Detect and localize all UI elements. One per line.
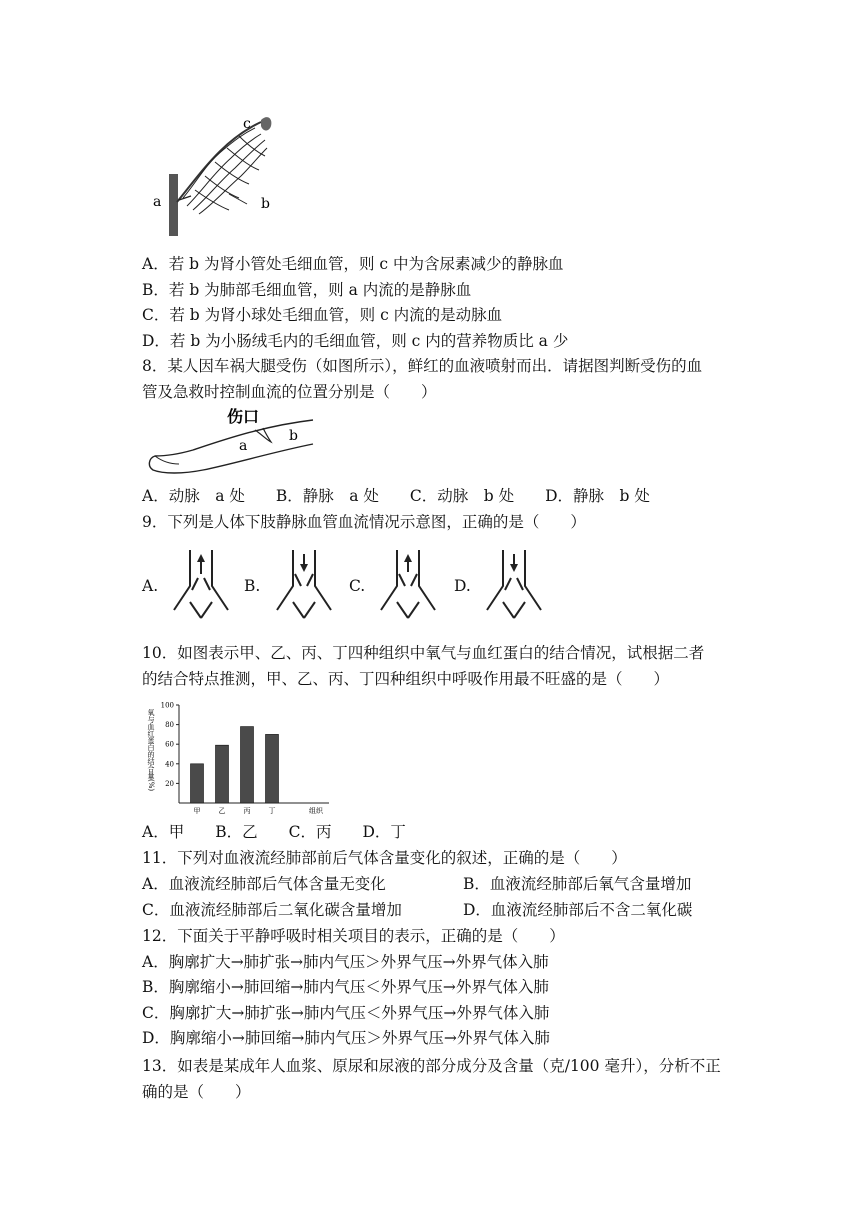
vein-diagram-d — [483, 548, 545, 620]
q11-option-b: B．血液流经肺部后氧气含量增加 — [463, 875, 692, 893]
oxygen-binding-bar-chart — [143, 697, 333, 817]
x-tick-label: 乙 — [218, 807, 226, 815]
y-tick-label: 100 — [160, 701, 174, 710]
q7-option-b: B．若 b 为肺部毛细血管，则 a 内流的是静脉血 — [142, 281, 472, 299]
q13-stem-line1: 13．如表是某成年人血浆、原尿和尿液的部分成分及含量（克/100 毫升），分析不正 — [142, 1057, 721, 1075]
q10-stem-line2: 的结合特点推测，甲、乙、丙、丁四种组织中呼吸作用最不旺盛的是（ ） — [142, 670, 670, 688]
q12-option-b: B．胸廓缩小→肺回缩→肺内气压＜外界气压→外界气体入肺 — [142, 978, 549, 996]
capillary-mesh-shape — [183, 128, 267, 214]
x-tick-label: 甲 — [193, 807, 201, 815]
q12-option-d: D．胸廓缩小→肺回缩→肺内气压＞外界气压→外界气体入肺 — [142, 1029, 550, 1047]
bar-丙 — [241, 727, 254, 803]
q12-option-a: A．胸廓扩大→肺扩张→肺内气压＞外界气压→外界气体入肺 — [142, 953, 549, 971]
bar-丁 — [266, 734, 279, 803]
vein-diagram-c — [377, 548, 439, 620]
q8-options: A．动脉 a 处 B．静脉 a 处 C．动脉 b 处 D．静脉 b 处 — [142, 487, 650, 505]
y-tick-label: 80 — [165, 721, 174, 730]
q8-stem-line2: 管及急救时控制血流的位置分别是（ ） — [142, 383, 437, 401]
q7-option-c: C．若 b 为肾小球处毛细血管，则 c 内流的是动脉血 — [142, 306, 503, 324]
y-tick-label: 40 — [165, 760, 174, 769]
bar-甲 — [191, 764, 204, 803]
y-axis-label: 氧与血红蛋白的结合量(%) — [147, 709, 155, 792]
figure-label-a: a — [153, 194, 162, 210]
leg-label-b: b — [289, 428, 298, 444]
x-tick-label: 丁 — [268, 807, 276, 815]
bar-乙 — [216, 745, 229, 803]
q9-option-b-label: B. — [244, 577, 261, 595]
leg-wound-figure — [143, 404, 315, 482]
flow-down-arrow-icon — [300, 564, 308, 572]
q13-stem-line2: 确的是（ ） — [142, 1083, 251, 1101]
q10-stem-line1: 10．如图表示甲、乙、丙、丁四种组织中氧气与血红蛋白的结合情况，试根据二者 — [142, 644, 705, 662]
leg-label-a: a — [239, 438, 248, 454]
x-tick-label: 丙 — [243, 807, 251, 815]
q11-option-c: C．血液流经肺部后二氧化碳含量增加 — [142, 901, 402, 919]
figure-label-c: c — [243, 116, 251, 132]
q11-stem: 11．下列对血液流经肺部前后气体含量变化的叙述，正确的是（ ） — [142, 849, 627, 867]
y-tick-label: 60 — [165, 740, 174, 749]
capillary-network-figure — [143, 110, 283, 240]
flow-down-arrow-icon — [510, 564, 518, 572]
q10-options: A．甲 B．乙 C．丙 D．丁 — [142, 823, 406, 841]
x-axis-label: 组织 — [309, 807, 323, 815]
q11-option-a: A．血液流经肺部后气体含量无变化 — [142, 875, 386, 893]
vein-diagram-b — [273, 548, 335, 620]
q7-option-d: D．若 b 为小肠绒毛内的毛细血管，则 c 内的营养物质比 a 少 — [142, 332, 569, 350]
wound-label: 伤口 — [227, 407, 260, 426]
q9-option-a-label: A. — [142, 577, 159, 595]
flow-up-arrow-icon — [404, 554, 412, 562]
q8-stem-line1: 8．某人因车祸大腿受伤（如图所示），鲜红的血液喷射而出．请据图判断受伤的血 — [142, 357, 703, 375]
artery-vessel-shape — [169, 174, 178, 236]
q9-option-d-label: D. — [454, 577, 471, 595]
q7-option-a: A．若 b 为肾小管处毛细血管，则 c 中为含尿素减少的静脉血 — [142, 255, 564, 273]
vein-diagram-a — [170, 548, 232, 620]
q9-option-c-label: C. — [349, 577, 366, 595]
flow-up-arrow-icon — [197, 554, 205, 562]
y-tick-label: 20 — [165, 779, 174, 788]
q12-stem: 12．下面关于平静呼吸时相关项目的表示，正确的是（ ） — [142, 927, 565, 945]
q9-stem: 9．下列是人体下肢静脉血管血流情况示意图，正确的是（ ） — [142, 513, 586, 531]
figure-label-b: b — [261, 196, 270, 212]
q12-option-c: C．胸廓扩大→肺扩张→肺内气压＜外界气压→外界气体入肺 — [142, 1004, 550, 1022]
q11-option-d: D．血液流经肺部后不含二氧化碳 — [463, 901, 693, 919]
